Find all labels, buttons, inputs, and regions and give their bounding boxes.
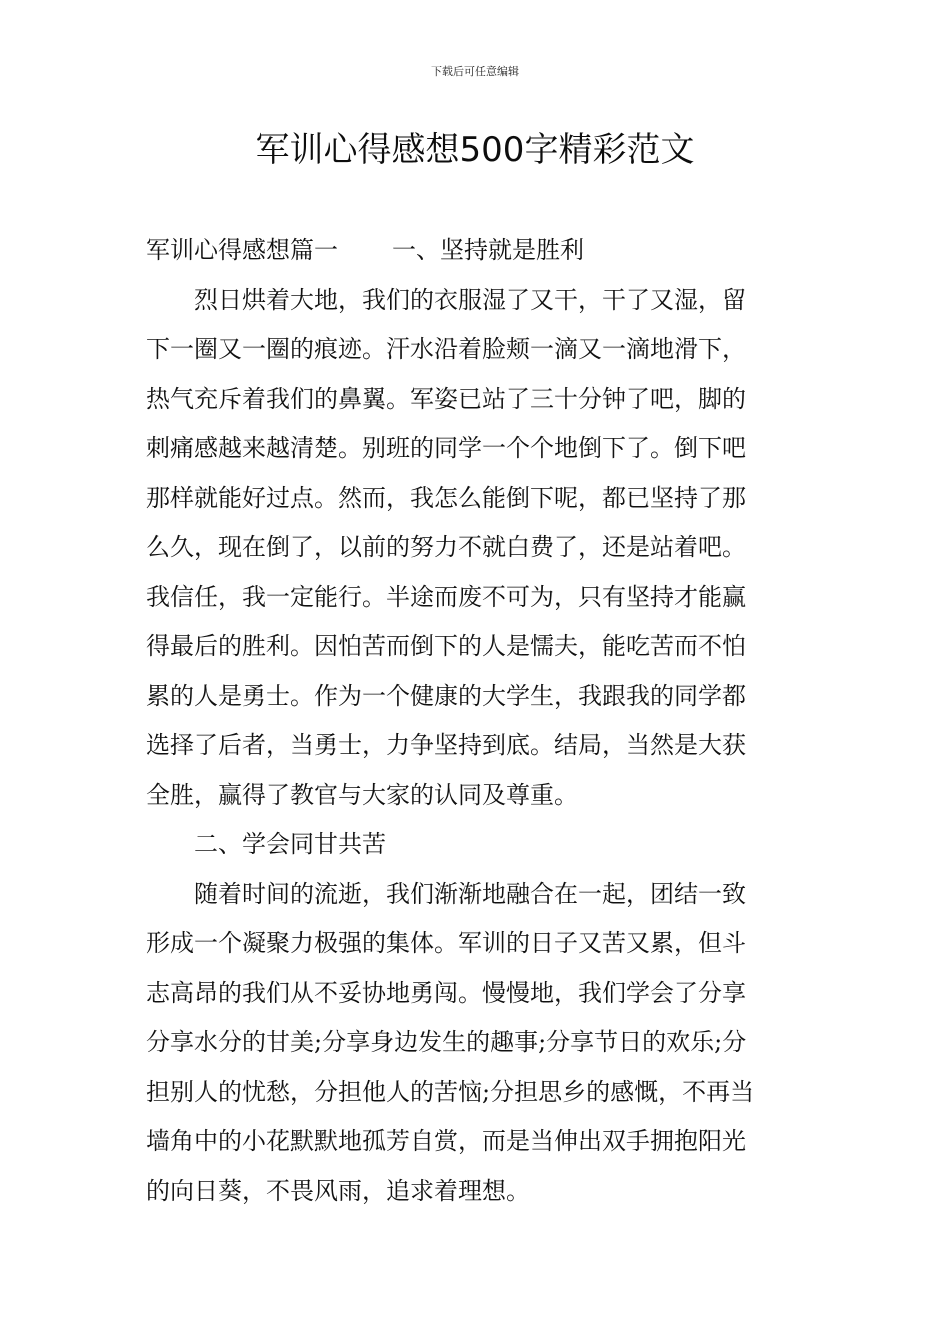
paragraph-line: 形成一个凝聚力极强的集体。军训的日子又苦又累，但斗: [146, 929, 746, 957]
paragraph-line: 选择了后者，当勇士，力争坚持到底。结局，当然是大获: [146, 731, 746, 759]
document-title: 军训心得感想500字精彩范文: [255, 130, 695, 170]
paragraph-line: 下一圈又一圈的痕迹。汗水沿着脸颊一滴又一滴地滑下，: [146, 335, 746, 363]
paragraph-line: 墙角中的小花默默地孤芳自赏，而是当伸出双手拥抱阳光: [146, 1127, 746, 1155]
paragraph-line: 热气充斥着我们的鼻翼。军姿已站了三十分钟了吧，脚的: [146, 384, 746, 413]
section-one-heading: 一、坚持就是胜利: [392, 236, 584, 264]
document-body: [146, 226, 806, 1216]
paragraph-line: 分享水分的甘美;分享身边发生的趣事;分享节日的欢乐;分: [146, 1028, 747, 1056]
paragraph-line: 志高昂的我们从不妥协地勇闯。慢慢地，我们学会了分享: [146, 978, 746, 1007]
paragraph-line: 随着时间的流逝，我们渐渐地融合在一起，团结一致: [194, 879, 746, 908]
paragraph-two: [146, 870, 806, 1217]
paragraph-line: 我信任，我一定能行。半途而废不可为，只有坚持才能赢: [146, 582, 746, 611]
section-one-heading-line: [146, 226, 806, 276]
paragraph-line: 刺痛感越来越清楚。别班的同学一个个地倒下了。倒下吧: [146, 434, 746, 462]
paragraph-one: [146, 276, 806, 821]
header-note: 下载后可任意编辑: [431, 65, 519, 78]
article-label: 军训心得感想篇一: [146, 236, 338, 264]
paragraph-line: 那样就能好过点。然而，我怎么能倒下呢，都已坚持了那: [146, 483, 746, 512]
paragraph-line: 烈日烘着大地，我们的衣服湿了又干，干了又湿，留: [194, 285, 746, 314]
paragraph-line: 得最后的胜利。因怕苦而倒下的人是懦夫，能吃苦而不怕: [146, 632, 746, 660]
section-two-heading: 二、学会同甘共苦: [194, 830, 386, 858]
paragraph-line: 累的人是勇士。作为一个健康的大学生，我跟我的同学都: [146, 681, 746, 710]
paragraph-line: 么久，现在倒了，以前的努力不就白费了，还是站着吧。: [146, 533, 746, 561]
paragraph-line: 的向日葵，不畏风雨，追求着理想。: [146, 1176, 530, 1205]
paragraph-line: 担别人的忧愁，分担他人的苦恼;分担思乡的感慨，不再当: [146, 1077, 755, 1106]
paragraph-line: 全胜，赢得了教官与大家的认同及尊重。: [146, 780, 578, 809]
